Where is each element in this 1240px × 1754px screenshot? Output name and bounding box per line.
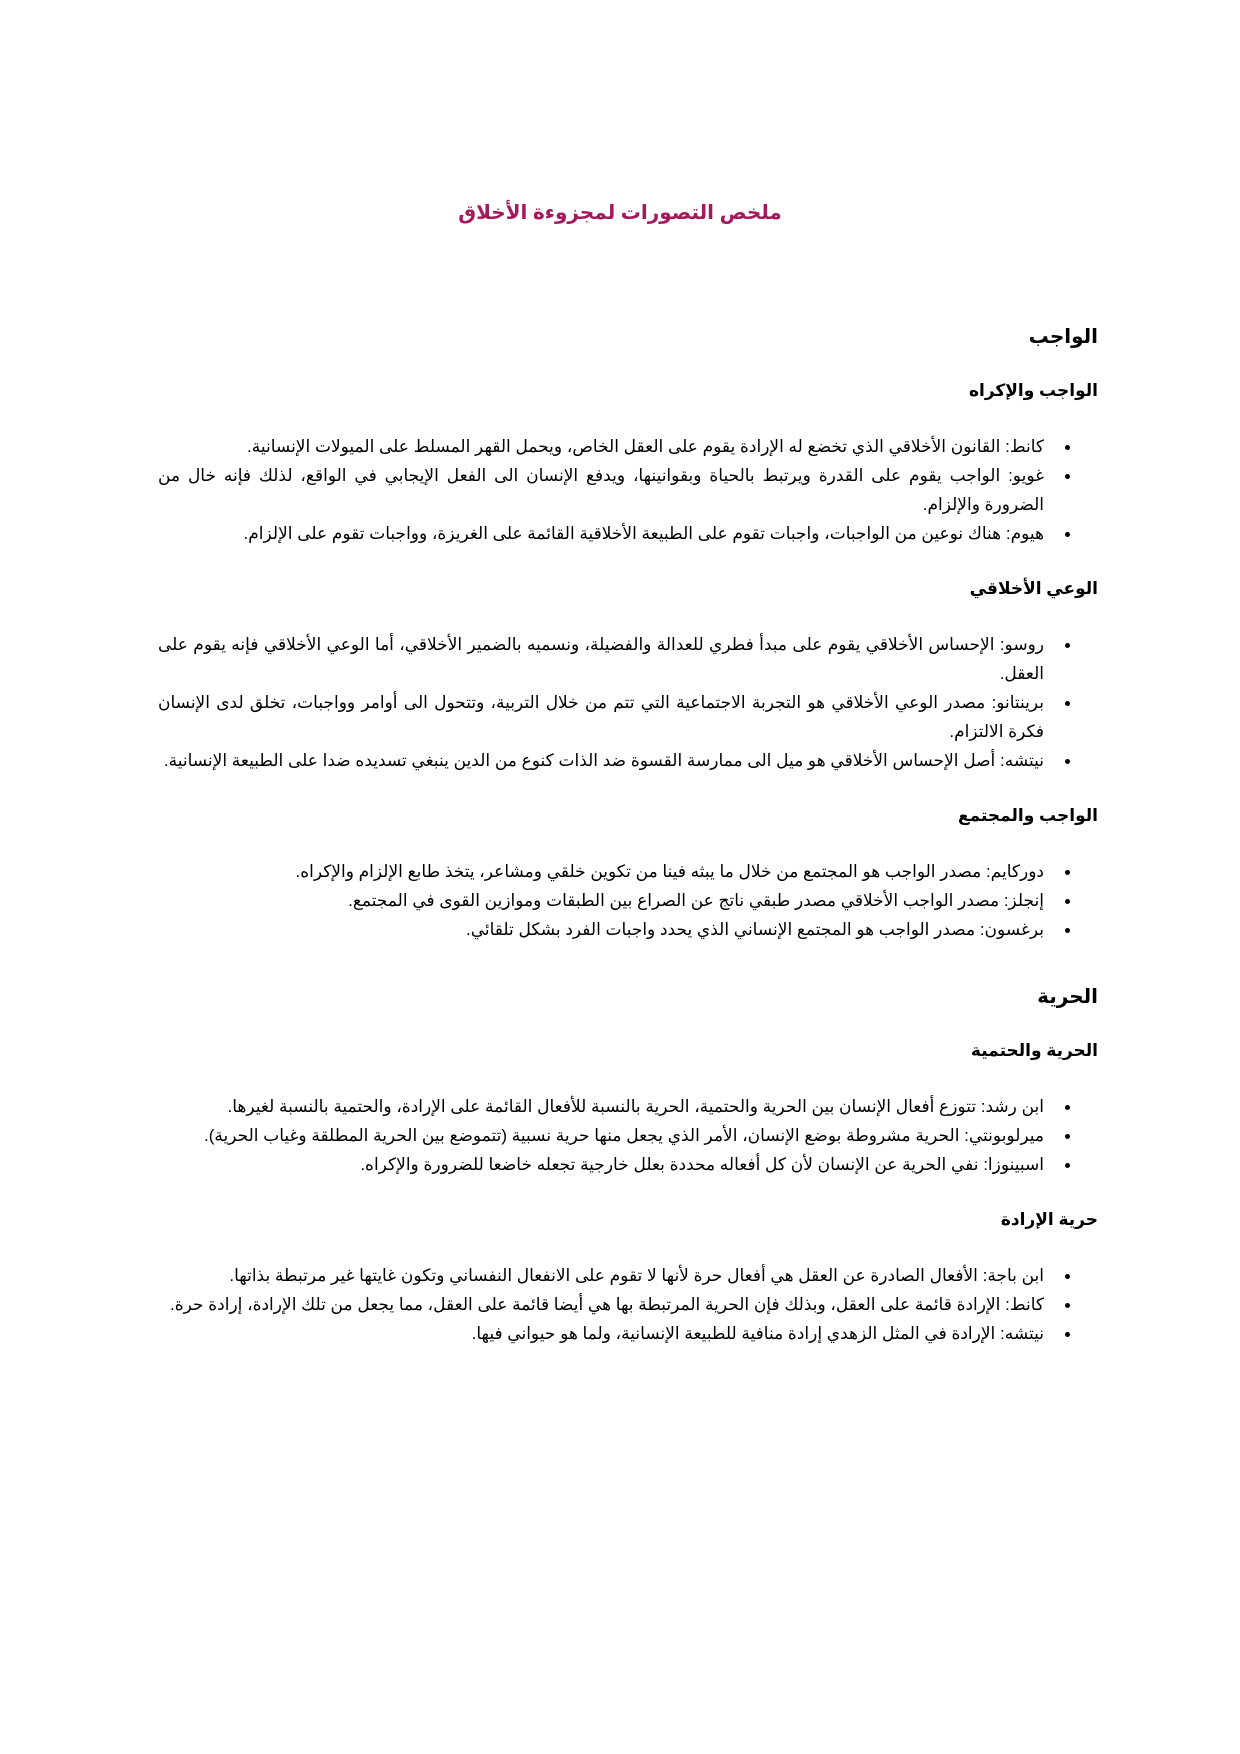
list-item-text: كانط: الإرادة قائمة على العقل، وبذلك فإن الحرية المرتبطة بها هي أيضا قائمة على العقل، مما يجعل من تلك الإرادة، إرادة حرة. — [170, 1295, 1044, 1314]
bullet-icon — [1065, 643, 1070, 648]
bullet-list — [158, 432, 1098, 548]
list-item-text: كانط: القانون الأخلاقي الذي تخضع له الإرادة يقوم على العقل الخاص، ويحمل القهر المسلط على الميولات الإنسانية. — [247, 437, 1044, 456]
list-item-text: برينتانو: مصدر الوعي الأخلاقي هو التجربة الاجتماعية التي تتم من خلال التربية، وتتحول الى أوامر وواجبات، تخلق لدى الإنسان فكرة الالتزام. — [158, 693, 1044, 741]
list-item — [158, 915, 1098, 944]
list-item — [158, 1150, 1098, 1179]
list-item-text: نيتشه: الإرادة في المثل الزهدي إرادة منافية للطبيعة الإنسانية، ولما هو حيواني فيها. — [471, 1324, 1044, 1343]
document-body — [158, 320, 1098, 1374]
bullet-icon — [1065, 1163, 1070, 1168]
list-item — [158, 1290, 1098, 1319]
bullet-icon — [1065, 870, 1070, 875]
subsection-free-will — [158, 1205, 1098, 1348]
list-item-text: ابن باجة: الأفعال الصادرة عن العقل هي أفعال حرة لأنها لا تقوم على الانفعال النفساني وتكون غايتها غير مرتبطة بذاتها. — [229, 1266, 1044, 1285]
bullet-icon — [1065, 1303, 1070, 1308]
bullet-icon — [1065, 445, 1070, 450]
list-item — [158, 857, 1098, 886]
list-item-text: ميرلوبونتي: الحرية مشروطة بوضع الإنسان، الأمر الذي يجعل منها حرية نسبية (تتموضع بين الحرية المطلقة وغياب الحرية). — [204, 1126, 1044, 1145]
list-item — [158, 688, 1098, 746]
bullet-list — [158, 857, 1098, 944]
list-item — [158, 1319, 1098, 1348]
list-item — [158, 746, 1098, 775]
list-item — [158, 886, 1098, 915]
bullet-icon — [1065, 899, 1070, 904]
list-item — [158, 1261, 1098, 1290]
bullet-icon — [1065, 1332, 1070, 1337]
bullet-list — [158, 1092, 1098, 1179]
subsection-freedom-and-determinism — [158, 1036, 1098, 1179]
list-item — [158, 461, 1098, 519]
list-item-text: ابن رشد: تتوزع أفعال الإنسان بين الحرية والحتمية، الحرية بالنسبة للأفعال القائمة على الإرادة، والحتمية بالنسبة لغيرها. — [227, 1097, 1044, 1116]
list-item-text: روسو: الإحساس الأخلاقي يقوم على مبدأ فطري للعدالة والفضيلة، ونسميه بالضمير الأخلاقي، أما الوعي الأخلاقي فإنه يقوم على العقل. — [158, 635, 1044, 683]
bullet-icon — [1065, 759, 1070, 764]
subsection-heading: الواجب والإكراه — [968, 381, 1098, 400]
list-item — [158, 630, 1098, 688]
bullet-icon — [1065, 1105, 1070, 1110]
subsection-heading: الحرية والحتمية — [970, 1041, 1098, 1060]
subsection-duty-and-society — [158, 801, 1098, 944]
subsection-duty-and-coercion — [158, 376, 1098, 548]
subsection-heading: الوعي الأخلاقي — [969, 579, 1098, 598]
bullet-icon — [1065, 532, 1070, 537]
bullet-list — [158, 1261, 1098, 1348]
list-item-text: دوركايم: مصدر الواجب هو المجتمع من خلال ما يبثه فينا من تكوين خلقي ومشاعر، يتخذ طابع الإلزام والإكراه. — [295, 862, 1044, 881]
document-title: ملخص التصورات لمجزوءة الأخلاق — [458, 202, 782, 224]
subsection-heading: حرية الإرادة — [1000, 1210, 1098, 1229]
list-item-text: نيتشه: أصل الإحساس الأخلاقي هو ميل الى ممارسة القسوة ضد الذات كنوع من الدين ينبغي تسديده ضدا على الطبيعة الإنسانية. — [163, 751, 1044, 770]
subsection-moral-consciousness — [158, 574, 1098, 775]
list-item-text: اسبينوزا: نفي الحرية عن الإنسان لأن كل أفعاله محددة بعلل خارجية تجعله خاضعا للضرورة والإكراه. — [360, 1155, 1044, 1174]
section-heading: الواجب — [1028, 326, 1098, 348]
list-item — [158, 1121, 1098, 1150]
section-heading: الحرية — [1037, 986, 1098, 1008]
list-item-text: إنجلز: مصدر الواجب الأخلاقي مصدر طبقي ناتج عن الصراع بين الطبقات وموازين القوى في المجتمع. — [348, 891, 1044, 910]
bullet-list — [158, 630, 1098, 775]
list-item — [158, 519, 1098, 548]
section-freedom — [158, 980, 1098, 1348]
list-item-text: هيوم: هناك نوعين من الواجبات، واجبات تقوم على الطبيعة الأخلاقية القائمة على الغريزة، وواجبات تقوم على الإلزام. — [243, 524, 1044, 543]
list-item — [158, 1092, 1098, 1121]
bullet-icon — [1065, 1134, 1070, 1139]
section-duty — [158, 320, 1098, 944]
list-item-text: غويو: الواجب يقوم على القدرة ويرتبط بالحياة وبقوانينها، ويدفع الإنسان الى الفعل الإيجابي في الواقع، لذلك فإنه خال من الضرورة والإلزام. — [158, 466, 1044, 514]
spacer — [158, 970, 1098, 980]
bullet-icon — [1065, 474, 1070, 479]
list-item — [158, 432, 1098, 461]
bullet-icon — [1065, 928, 1070, 933]
list-item-text: برغسون: مصدر الواجب هو المجتمع الإنساني الذي يحدد واجبات الفرد بشكل تلقائي. — [465, 920, 1044, 939]
bullet-icon — [1065, 1274, 1070, 1279]
subsection-heading: الواجب والمجتمع — [957, 806, 1098, 825]
bullet-icon — [1065, 701, 1070, 706]
